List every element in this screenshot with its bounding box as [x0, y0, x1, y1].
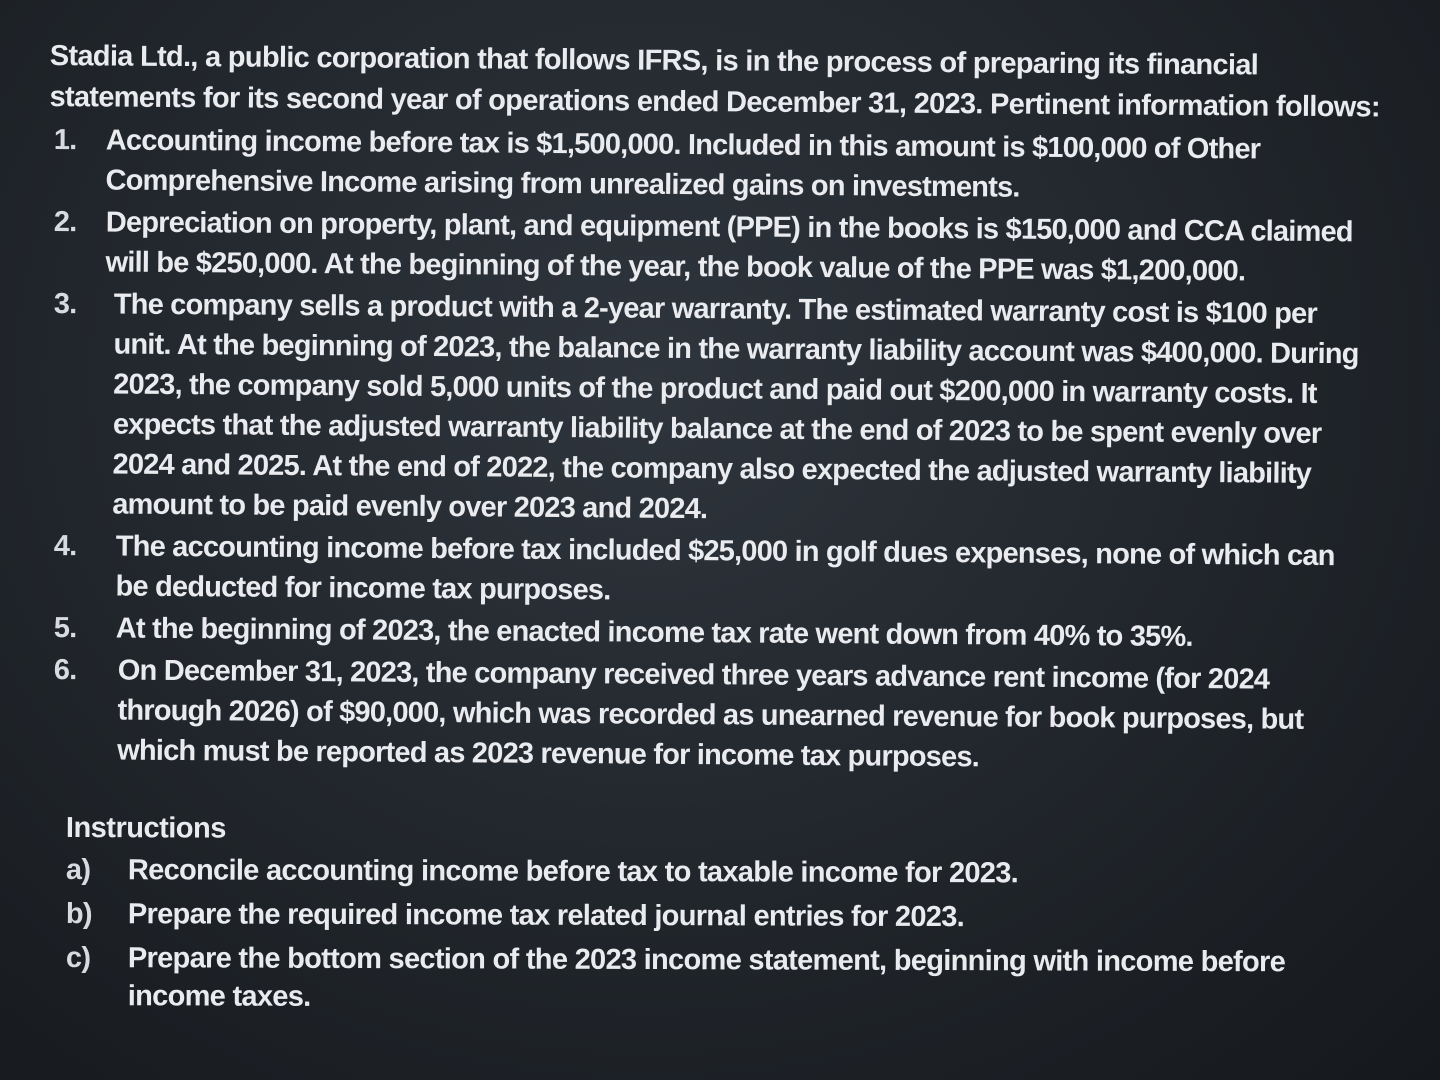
- list-item-number: 2.: [53, 206, 77, 239]
- instruction-item: [66, 895, 1378, 938]
- list-item-number: 5.: [53, 612, 77, 645]
- list-item-text: The accounting income before tax included $25,000 in golf dues expenses, none of which can be deducted for income tax purposes.: [115, 530, 1335, 607]
- list-item-number: 6.: [53, 654, 77, 687]
- instruction-letter: c): [65, 942, 91, 975]
- information-list: [50, 120, 1400, 774]
- instruction-text: Prepare the required income tax related journal entries for 2023.: [127, 898, 965, 934]
- list-item-text: Depreciation on property, plant, and equipment (PPE) in the books is $150,000 and CCA claimed will be $250,000. At the beginning of the year, the book value of the PPE was $1,200,000.: [105, 206, 1353, 288]
- list-item-number: 3.: [53, 288, 77, 321]
- instruction-letter: a): [65, 854, 91, 887]
- instruction-text: Prepare the bottom section of the 2023 income statement, beginning with income before income taxes.: [127, 942, 1286, 1013]
- list-item-text: At the beginning of 2023, the enacted income tax rate went down from 40% to 35%.: [115, 612, 1193, 653]
- list-item: [48, 284, 1400, 535]
- instruction-item: [66, 939, 1378, 1020]
- list-item-number: 1.: [53, 124, 77, 157]
- intro-paragraph: Stadia Ltd., a public corporation that follows IFRS, is in the process of preparing its financial statements for its second year of operations ended December 31, 2023. Pertinent information follows:: [49, 39, 1381, 124]
- list-item-text: Accounting income before tax is $1,500,000. Included in this amount is $100,000 of Other Comprehensive Income arising from unrealized gains on investments.: [105, 124, 1261, 204]
- list-item: [49, 650, 1400, 781]
- list-item: [49, 202, 1400, 293]
- instruction-item: [66, 851, 1378, 894]
- instruction-letter: b): [65, 898, 92, 931]
- instructions-heading: Instructions: [65, 812, 226, 845]
- list-item: [49, 120, 1400, 211]
- instruction-text: Reconcile accounting income before tax to taxable income for 2023.: [127, 854, 1019, 890]
- instructions-list: [66, 851, 1400, 1015]
- list-item: [49, 526, 1400, 617]
- list-item-text: On December 31, 2023, the company received three years advance rent income (for 2024 through 2026) of $90,000, which was recorded as unearned revenue for book purposes, but which must be reported as 2023 revenue for income tax purposes.: [117, 654, 1304, 774]
- list-item-number: 4.: [53, 530, 77, 563]
- list-item-text: The company sells a product with a 2-year warranty. The estimated warranty cost is $100 per unit. At the beginning of 2023, the balance in the warranty liability account was $400,000. During 2023, the company sold 5,000 units of the product and paid out $200,000 in warranty costs. It expects that the adjusted warranty liability balance at the end of 2023 to be spent evenly over 2024 and 2025. At the end of 2022, the company also expected the adjusted warranty liability amount to be paid evenly over 2023 and 2024.: [112, 288, 1359, 526]
